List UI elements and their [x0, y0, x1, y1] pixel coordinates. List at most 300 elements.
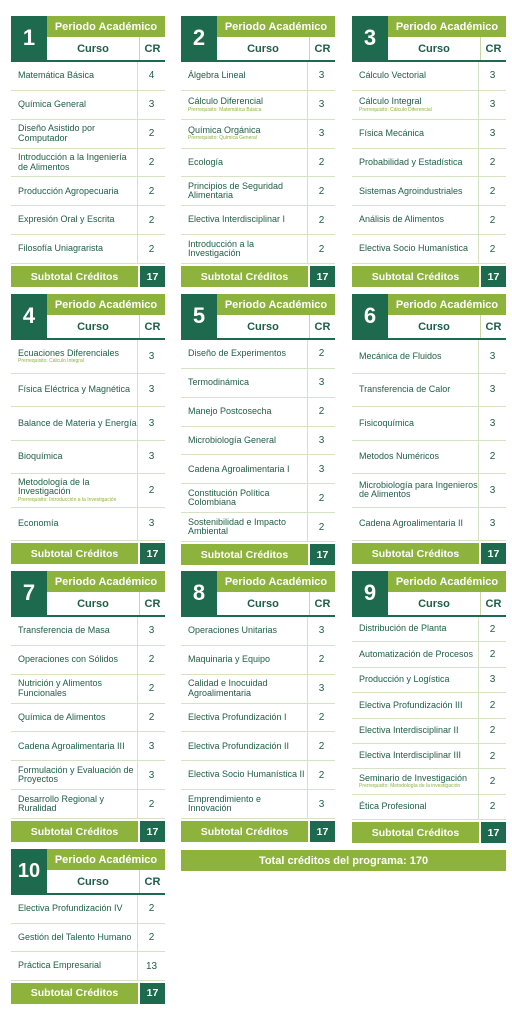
subtotal-label: Subtotal Créditos [352, 266, 479, 287]
course-credits: 2 [489, 157, 496, 168]
course-name: Distribución de Planta [359, 623, 447, 634]
course-name: Termodinámica [188, 377, 250, 388]
course-row [181, 732, 335, 761]
course-cell [11, 235, 138, 263]
course-row [181, 513, 335, 542]
course-cell [11, 206, 138, 234]
period-subtotal [181, 544, 335, 565]
subtotal-label: Subtotal Créditos [181, 266, 308, 287]
course-cell [352, 668, 479, 692]
period-subtotal [352, 822, 506, 843]
period-header [11, 294, 165, 338]
course-row [181, 369, 335, 398]
period-6 [352, 294, 506, 564]
course-list [11, 615, 165, 819]
course-name: Seminario de Investigación [359, 772, 468, 783]
course-row [11, 235, 165, 264]
course-row [352, 744, 506, 769]
period-number: 8 [181, 571, 217, 615]
course-name: Balance de Materia y Energía [18, 417, 137, 428]
subtotal-label: Subtotal Créditos [11, 983, 138, 1004]
course-name: Diseño Asistido por Computador [18, 123, 96, 143]
credits-column-header: CR [139, 870, 165, 893]
course-row [11, 407, 165, 441]
course-cell [352, 177, 479, 205]
course-credits: 2 [318, 521, 325, 533]
course-cell [352, 62, 479, 90]
course-name: Producción y Logística [359, 674, 450, 685]
credits-column-header: CR [480, 37, 506, 60]
course-row [352, 508, 506, 542]
period-subtotal [352, 266, 506, 287]
course-row [352, 668, 506, 693]
course-row [181, 206, 335, 235]
course-credits: 13 [145, 960, 158, 972]
course-credits: 3 [489, 484, 496, 496]
subtotal-value: 17 [140, 983, 165, 1004]
course-name: Economía [18, 518, 59, 528]
subtotal-value: 17 [310, 821, 335, 842]
course-cell [181, 398, 308, 426]
course-credits: 2 [318, 712, 325, 723]
course-row [352, 340, 506, 374]
course-credits: 3 [318, 798, 325, 810]
period-subtotal [181, 266, 335, 287]
course-name: Sostenibilidad e Impacto Ambiental [188, 516, 287, 537]
period-2 [181, 16, 335, 287]
period-header [181, 16, 335, 60]
course-credits: 3 [318, 463, 325, 475]
course-row [11, 340, 165, 374]
course-name: Expresión Oral y Escrita [18, 214, 115, 225]
course-credits: 2 [318, 654, 325, 666]
course-name: Cálculo Diferencial [188, 96, 264, 107]
credits-column-header: CR [139, 592, 165, 615]
course-cell [181, 369, 308, 397]
period-subtotal [11, 266, 165, 287]
period-number: 9 [352, 571, 388, 615]
course-cell [181, 340, 308, 368]
course-row [181, 790, 335, 819]
subtotal-value: 17 [310, 544, 335, 565]
course-row [352, 62, 506, 91]
course-name: Introducción a la Investigación [188, 238, 255, 259]
course-name: Formulación y Evaluación de Proyectos [18, 764, 134, 785]
course-name: Sistemas Agroindustriales [359, 185, 463, 196]
course-name: Operaciones con Sólidos [18, 654, 119, 665]
subtotal-value: 17 [140, 266, 165, 287]
period-number: 2 [181, 16, 217, 60]
course-column-header: Curso [77, 320, 109, 333]
course-credits: 2 [148, 128, 155, 140]
course-row [352, 769, 506, 794]
course-cell [352, 235, 479, 263]
course-list [11, 60, 165, 264]
course-name: Cálculo Vectorial [359, 70, 427, 81]
course-list [11, 893, 165, 981]
course-name: Automatización de Procesos [359, 648, 474, 659]
course-name: Electiva Interdisciplinar I [188, 214, 286, 225]
course-cell [352, 474, 479, 507]
course-credits: 2 [148, 683, 155, 695]
course-cell [11, 790, 138, 818]
course-cell [181, 149, 308, 177]
course-list [181, 338, 335, 542]
course-credits: 3 [148, 769, 155, 781]
period-header [352, 571, 506, 615]
course-list [352, 615, 506, 820]
period-7 [11, 571, 165, 842]
course-credits: 2 [318, 214, 325, 226]
subtotal-label: Subtotal Créditos [11, 543, 138, 564]
course-name: Química de Alimentos [18, 711, 106, 722]
course-credits: 3 [318, 377, 325, 389]
course-credits: 2 [318, 492, 325, 504]
course-credits: 3 [318, 128, 325, 140]
course-name: Electiva Profundización I [188, 711, 287, 722]
course-row [181, 646, 335, 675]
course-cell [11, 646, 138, 674]
course-row [181, 177, 335, 206]
course-credits: 3 [489, 128, 496, 140]
course-cell [181, 761, 308, 789]
course-credits: 3 [489, 674, 496, 686]
course-cell [352, 719, 479, 743]
course-row [181, 91, 335, 120]
period-subtotal [11, 543, 165, 564]
period-subtotal [11, 821, 165, 842]
course-cell [11, 732, 138, 760]
course-credits: 3 [489, 99, 496, 111]
course-credits: 2 [318, 406, 325, 418]
course-name: Manejo Postcosecha [188, 405, 272, 416]
period-number: 7 [11, 571, 47, 615]
course-row [11, 895, 165, 924]
course-credits: 4 [148, 70, 155, 82]
course-column-header: Curso [247, 42, 279, 55]
course-credits: 2 [148, 798, 155, 810]
course-credits: 2 [148, 157, 155, 168]
course-row [11, 149, 165, 178]
course-row [11, 924, 165, 953]
course-list [181, 615, 335, 819]
course-credits: 3 [148, 417, 155, 429]
course-row [181, 675, 335, 704]
course-row [352, 206, 506, 235]
course-row [11, 374, 165, 408]
course-column-header: Curso [418, 320, 450, 333]
course-row [181, 484, 335, 513]
subtotal-label: Subtotal Créditos [352, 822, 479, 843]
course-row [352, 795, 506, 820]
period-heading: Periodo Académico [217, 294, 335, 315]
period-heading: Periodo Académico [217, 16, 335, 37]
period-1 [11, 16, 165, 287]
course-cell [181, 62, 308, 90]
period-header [11, 571, 165, 615]
subtotal-value: 17 [481, 822, 506, 843]
period-heading: Periodo Académico [47, 16, 165, 37]
course-cell [11, 120, 138, 148]
course-cell [11, 177, 138, 205]
course-cell [181, 455, 308, 483]
course-credits: 2 [489, 243, 496, 255]
course-credits: 2 [489, 699, 496, 711]
course-row [352, 642, 506, 667]
period-number: 4 [11, 294, 47, 338]
course-credits: 2 [148, 185, 155, 197]
course-row [352, 407, 506, 441]
course-list [181, 60, 335, 264]
subtotal-value: 17 [140, 821, 165, 842]
course-cell [11, 374, 138, 407]
course-credits: 3 [318, 435, 325, 446]
course-cell [352, 441, 479, 474]
subtotal-value: 17 [481, 266, 506, 287]
subtotal-value: 17 [140, 543, 165, 564]
course-cell [352, 407, 479, 440]
course-credits: 3 [489, 518, 496, 530]
period-heading: Periodo Académico [388, 294, 506, 315]
course-name: Metodología de la Investigación [18, 476, 90, 497]
course-name: Física Mecánica [359, 127, 425, 138]
course-credits: 2 [318, 740, 325, 752]
course-row [352, 374, 506, 408]
course-cell [181, 427, 308, 455]
course-credits: 3 [489, 384, 496, 396]
course-row [352, 235, 506, 264]
credits-column-header: CR [480, 315, 506, 338]
course-credits: 3 [489, 70, 496, 82]
course-name: Práctica Empresarial [18, 960, 102, 971]
course-name: Química Orgánica [188, 124, 261, 135]
course-credits: 2 [148, 931, 155, 943]
course-cell [352, 120, 479, 148]
course-row [352, 120, 506, 149]
course-cell [11, 149, 138, 177]
course-name: Desarrollo Regional y Ruralidad [18, 793, 105, 814]
course-row [352, 693, 506, 718]
course-cell [11, 895, 138, 923]
course-name: Electiva Socio Humanística [359, 243, 469, 254]
course-column-header: Curso [418, 597, 450, 610]
course-credits: 2 [489, 214, 496, 226]
credits-column-header: CR [139, 37, 165, 60]
course-row [11, 790, 165, 819]
course-row [11, 646, 165, 675]
credits-column-header: CR [139, 315, 165, 338]
course-credits: 2 [489, 775, 496, 787]
course-name: Electiva Profundización IV [18, 903, 123, 914]
course-credits: 2 [318, 243, 325, 255]
course-name: Transferencia de Calor [359, 384, 451, 394]
course-credits: 2 [489, 623, 496, 635]
course-cell [352, 769, 479, 793]
course-name: Electiva Interdisciplinar III [359, 750, 462, 761]
course-prerequisite: Prerrequisito: Matemática Básica [188, 106, 262, 113]
course-row [181, 704, 335, 733]
course-row [181, 120, 335, 149]
period-subtotal [352, 543, 506, 564]
course-credits: 3 [318, 625, 325, 637]
period-header [181, 571, 335, 615]
course-name: Constitución Política Colombiana [188, 487, 270, 508]
course-credits: 3 [148, 350, 155, 362]
course-name: Electiva Socio Humanística II [188, 769, 305, 780]
course-prerequisite: Prerrequisito: Cálculo Diferencial [359, 106, 432, 113]
course-cell [181, 790, 308, 818]
course-row [11, 952, 165, 981]
period-subtotal [11, 983, 165, 1004]
course-credits: 2 [148, 484, 155, 496]
course-cell [11, 340, 138, 373]
course-cell [181, 513, 308, 541]
course-name: Electiva Profundización II [188, 740, 290, 751]
course-column-header: Curso [77, 597, 109, 610]
course-cell [352, 693, 479, 717]
course-row [11, 120, 165, 149]
course-name: Ética Profesional [359, 801, 427, 812]
course-cell [11, 675, 138, 703]
period-number: 1 [11, 16, 47, 60]
period-number: 10 [11, 849, 47, 893]
period-heading: Periodo Académico [47, 571, 165, 592]
course-cell [352, 642, 479, 666]
course-row [181, 340, 335, 369]
course-credits: 3 [318, 683, 325, 695]
course-row [11, 617, 165, 646]
course-credits: 3 [148, 625, 155, 637]
course-cell [11, 704, 138, 732]
course-prerequisite: Prerrequisito: Metodología de la investigación [359, 783, 461, 790]
course-name: Emprendimiento e Innovación [188, 793, 262, 814]
course-column-header: Curso [77, 42, 109, 55]
period-number: 3 [352, 16, 388, 60]
course-cell [11, 474, 138, 507]
course-row [352, 149, 506, 178]
period-5 [181, 294, 335, 565]
course-credits: 2 [148, 214, 155, 226]
course-column-header: Curso [418, 42, 450, 55]
course-name: Introducción a la Ingeniería de Alimentos [18, 152, 127, 172]
course-row [352, 91, 506, 120]
course-prerequisite: Prerrequisito: Cálculo Integral [18, 358, 84, 364]
course-name: Bioquímica [18, 451, 63, 461]
course-row [11, 508, 165, 542]
course-credits: 3 [489, 417, 496, 429]
course-credits: 2 [489, 750, 496, 762]
subtotal-label: Subtotal Créditos [181, 544, 308, 565]
period-9 [352, 571, 506, 843]
subtotal-label: Subtotal Créditos [352, 543, 479, 564]
course-cell [181, 617, 308, 645]
course-name: Gestión del Talento Humano [18, 931, 132, 942]
course-name: Cadena Agroalimentaria I [188, 463, 290, 474]
period-10 [11, 849, 165, 1004]
course-credits: 2 [489, 649, 496, 661]
credits-column-header: CR [309, 315, 335, 338]
period-header [352, 16, 506, 60]
course-cell [181, 646, 308, 674]
course-name: Cadena Agroalimentaria II [359, 518, 464, 528]
period-header [181, 294, 335, 338]
course-cell [181, 675, 308, 703]
course-row [352, 617, 506, 642]
subtotal-label: Subtotal Créditos [11, 266, 138, 287]
course-row [11, 474, 165, 508]
course-name: Electiva Profundización III [359, 699, 463, 710]
course-name: Fisicoquímica [359, 417, 415, 428]
course-credits: 2 [318, 769, 325, 781]
period-3 [352, 16, 506, 287]
course-credits: 3 [148, 99, 155, 111]
course-cell [352, 91, 479, 119]
course-cell [11, 407, 138, 440]
course-list [11, 338, 165, 541]
course-row [181, 427, 335, 456]
course-name: Operaciones Unitarias [188, 625, 278, 636]
course-name: Ecología [188, 156, 224, 167]
course-name: Calidad e Inocuidad Agroalimentaria [188, 678, 268, 698]
course-cell [11, 441, 138, 474]
course-list [352, 60, 506, 264]
course-cell [352, 508, 479, 541]
course-row [181, 455, 335, 484]
course-name: Cálculo Integral [359, 96, 422, 107]
course-column-header: Curso [247, 597, 279, 610]
course-name: Álgebra Lineal [188, 70, 246, 81]
course-row [352, 474, 506, 508]
period-number: 6 [352, 294, 388, 338]
course-name: Principios de Seguridad Alimentaria [188, 180, 284, 201]
credits-column-header: CR [309, 37, 335, 60]
course-cell [352, 149, 479, 177]
course-cell [181, 235, 308, 263]
course-cell [181, 206, 308, 234]
course-credits: 2 [318, 348, 325, 360]
course-cell [352, 744, 479, 768]
course-credits: 2 [148, 654, 155, 666]
course-name: Filosofía Uniagrarista [18, 243, 104, 254]
course-name: Electiva Interdisciplinar II [359, 724, 459, 735]
course-credits: 2 [148, 903, 155, 915]
period-header [11, 16, 165, 60]
course-cell [352, 617, 479, 641]
subtotal-label: Subtotal Créditos [11, 821, 138, 842]
course-name: Microbiología para Ingenieros de Alimentos [359, 479, 478, 500]
course-name: Matemática Básica [18, 70, 95, 81]
course-credits: 2 [318, 185, 325, 197]
course-credits: 2 [148, 243, 155, 255]
course-cell [11, 62, 138, 90]
period-4 [11, 294, 165, 564]
course-name: Transferencia de Masa [18, 625, 110, 636]
course-credits: 2 [489, 451, 496, 463]
course-name: Química General [18, 99, 87, 110]
course-cell [11, 617, 138, 645]
course-prerequisite: Prerrequisito: Introducción a la Investigación [18, 496, 117, 503]
course-cell [11, 924, 138, 952]
course-cell [181, 91, 308, 119]
period-heading: Periodo Académico [388, 16, 506, 37]
course-cell [11, 761, 138, 789]
course-name: Probabilidad y Estadística [359, 156, 463, 167]
subtotal-value: 17 [481, 543, 506, 564]
course-name: Nutrición y Alimentos Funcionales [18, 678, 103, 698]
course-name: Mecánica de Fluidos [359, 350, 442, 361]
course-row [352, 441, 506, 475]
period-heading: Periodo Académico [217, 571, 335, 592]
